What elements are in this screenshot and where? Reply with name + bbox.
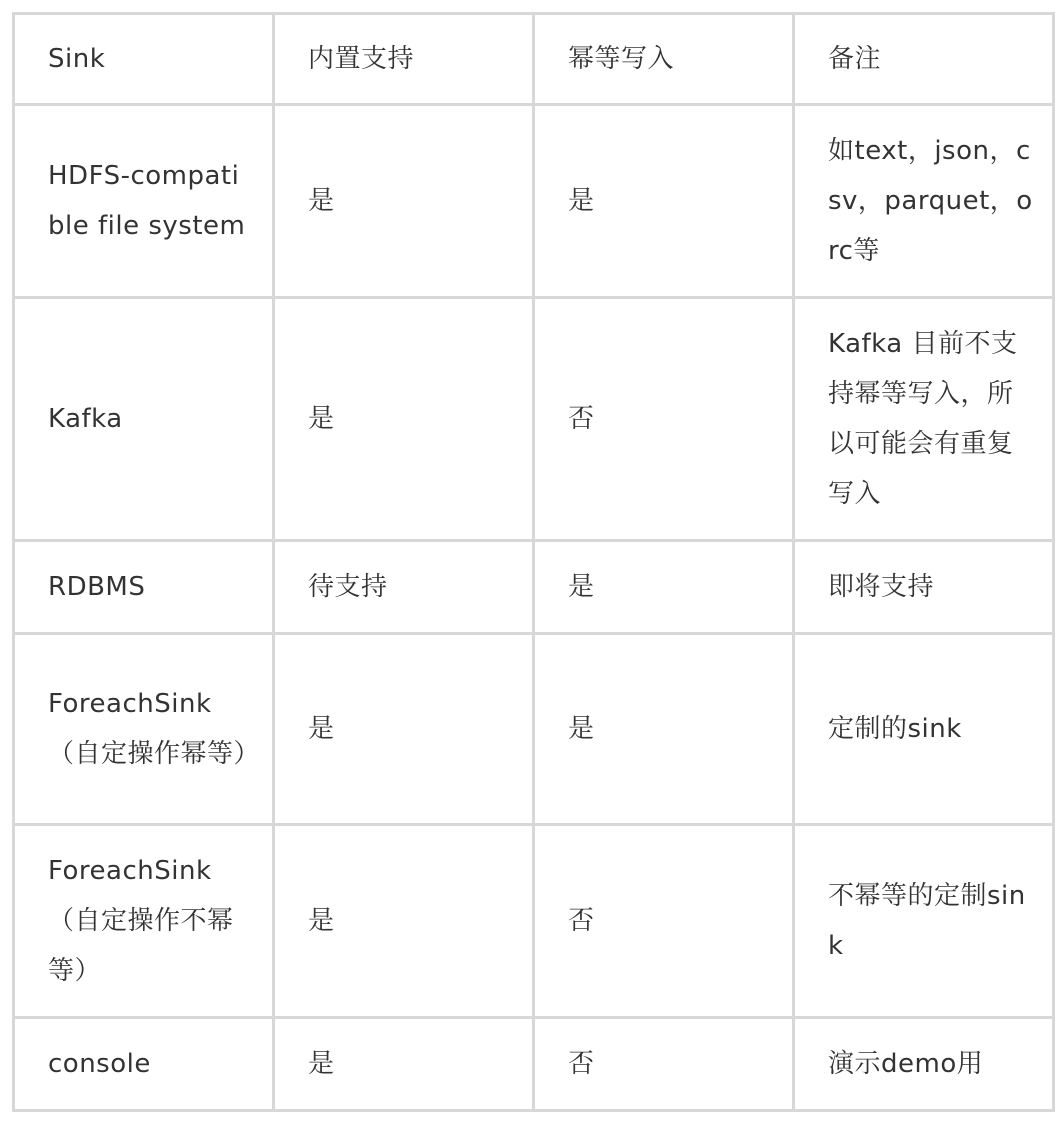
note-text: 演示demo用	[828, 1049, 984, 1079]
cell-idempotent	[534, 1018, 794, 1111]
cell-builtin	[274, 1018, 534, 1111]
cell-idempotent	[534, 634, 794, 825]
note-text: 不幂等的定制sink	[828, 881, 1026, 961]
header-label: Sink	[48, 44, 106, 74]
builtin-value: 是	[308, 404, 335, 434]
cell-builtin	[274, 825, 534, 1018]
cell-note	[794, 541, 1054, 634]
note-text: 如text，json，csv，parquet，orc等	[828, 136, 1033, 266]
builtin-value: 待支持	[308, 572, 388, 602]
table-row	[14, 825, 1054, 1018]
header-label: 内置支持	[308, 44, 415, 74]
note-text: 定制的sink	[828, 714, 962, 744]
header-cell-sink	[14, 14, 274, 105]
header-cell-builtin	[274, 14, 534, 105]
cell-builtin	[274, 541, 534, 634]
cell-sink	[14, 1018, 274, 1111]
table-row	[14, 1018, 1054, 1111]
cell-note	[794, 105, 1054, 298]
cell-sink	[14, 634, 274, 825]
table-row	[14, 541, 1054, 634]
sink-name: ForeachSink（自定操作幂等）	[48, 689, 261, 769]
builtin-value: 是	[308, 714, 335, 744]
header-cell-idempotent	[534, 14, 794, 105]
table-header-row	[14, 14, 1054, 105]
table-row	[14, 105, 1054, 298]
sink-name: console	[48, 1049, 151, 1079]
idempotent-value: 否	[568, 906, 595, 936]
sink-name: HDFS-compatible file system	[48, 161, 246, 241]
sink-name: ForeachSink（自定操作不幂等）	[48, 856, 234, 986]
note-text: 即将支持	[828, 572, 935, 602]
header-label: 幂等写入	[568, 44, 675, 74]
cell-note	[794, 1018, 1054, 1111]
cell-builtin	[274, 298, 534, 541]
cell-sink	[14, 541, 274, 634]
idempotent-value: 是	[568, 186, 595, 216]
builtin-value: 是	[308, 906, 335, 936]
cell-sink	[14, 105, 274, 298]
idempotent-value: 否	[568, 1049, 595, 1079]
cell-idempotent	[534, 298, 794, 541]
cell-note	[794, 825, 1054, 1018]
table-row	[14, 634, 1054, 825]
builtin-value: 是	[308, 1049, 335, 1079]
note-text: Kafka 目前不支持幂等写入，所以可能会有重复写入	[828, 329, 1018, 509]
cell-builtin	[274, 634, 534, 825]
sink-support-table-container	[12, 12, 1055, 1112]
idempotent-value: 否	[568, 404, 595, 434]
cell-note	[794, 298, 1054, 541]
cell-sink	[14, 298, 274, 541]
header-cell-note	[794, 14, 1054, 105]
idempotent-value: 是	[568, 714, 595, 744]
header-label: 备注	[828, 44, 882, 74]
sink-name: Kafka	[48, 404, 123, 434]
cell-note	[794, 634, 1054, 825]
sink-name: RDBMS	[48, 572, 146, 602]
sink-support-table	[12, 12, 1055, 1112]
idempotent-value: 是	[568, 572, 595, 602]
cell-idempotent	[534, 105, 794, 298]
table-row	[14, 298, 1054, 541]
cell-idempotent	[534, 825, 794, 1018]
builtin-value: 是	[308, 186, 335, 216]
cell-sink	[14, 825, 274, 1018]
cell-idempotent	[534, 541, 794, 634]
cell-builtin	[274, 105, 534, 298]
